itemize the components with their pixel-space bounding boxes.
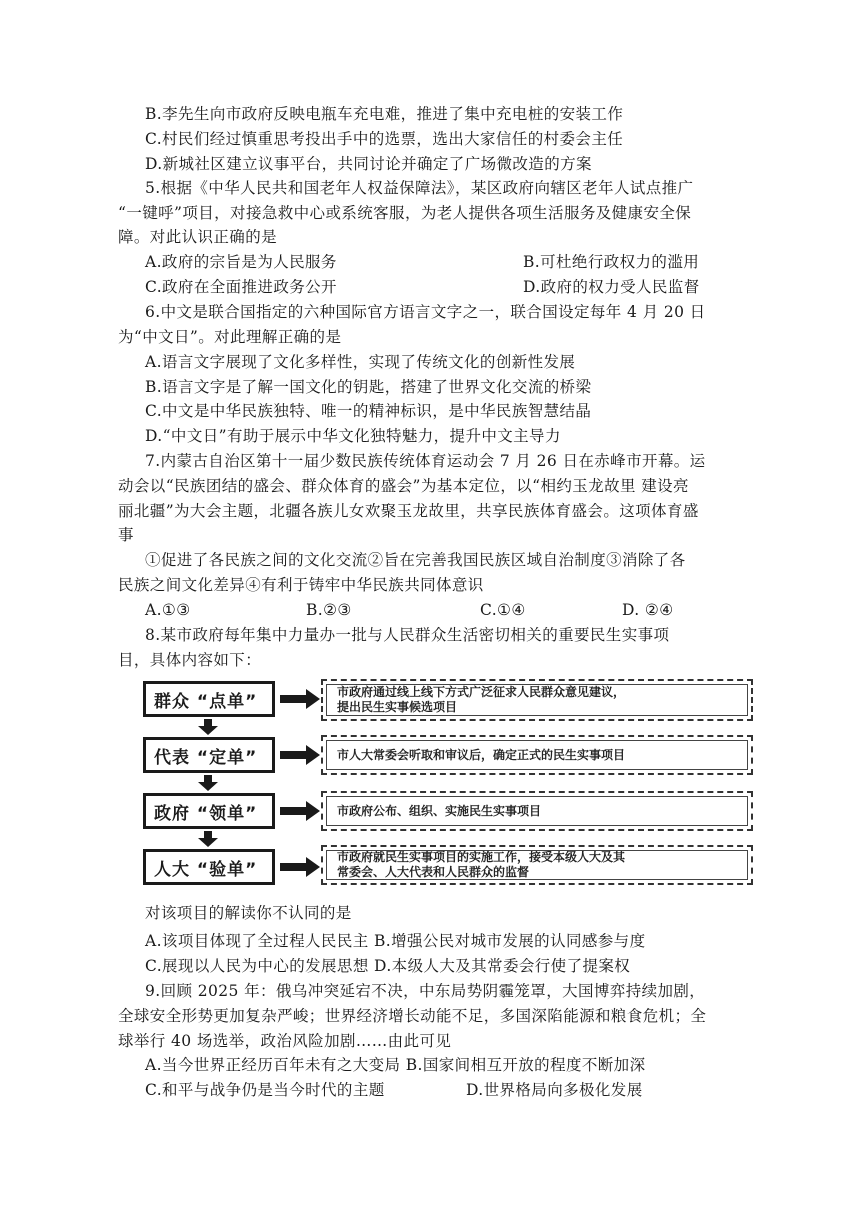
q5-option-d: D.政府的权力受人民监督 [523,278,700,296]
q6-stem-line1: 6.中文是联合国指定的六种国际官方语言文字之一，联合国设定每年 4 月 20 日 [145,303,706,321]
q9-options-ab: A.当今世界正经历百年未有之大变局 B.国家间相互开放的程度不断加深 [145,1056,646,1074]
right-arrow-icon [280,857,320,877]
q4-option-d: D.新城社区建立议事平台，共同讨论并确定了广场微改造的方案 [145,155,592,173]
q7-option-b: B.②③ [306,601,352,619]
q7-option-a: A.①③ [145,601,191,619]
q6-option-d: D.“中文日”有助于展示中华文化独特魅力，提升中文主导力 [145,427,561,445]
q5-option-a: A.政府的宗旨是为人民服务 [145,253,337,271]
diagram-step-4-label: 人大 “验单” [143,849,275,885]
down-arrow-icon [198,775,218,791]
q7-stem-line2: 动会以“民族团结的盛会、群众体育的盛会”为基本定位，以“相约玉龙故里 建设亮 [118,477,689,495]
diagram-step-1-desc-line1: 市政府通过线上线下方式广泛征求人民群众意见建议， [337,685,626,699]
q7-statements-line1: ①促进了各民族之间的文化交流②旨在完善我国民族区域自治制度③消除了各 [145,551,686,569]
q4-option-b: B.李先生向市政府反映电瓶车充电难，推进了集中充电桩的安装工作 [145,105,624,123]
q7-option-d: D. ②④ [622,601,674,619]
q5-option-b: B.可杜绝行政权力的滥用 [523,253,700,271]
q6-stem-line2: 为“中文日”。对此理解正确的是 [118,328,342,346]
q5-stem-line1: 5.根据《中华人民共和国老年人权益保障法》，某区政府向辖区老年人试点推广 [145,179,694,197]
q9-option-c: C.和平与战争仍是当今时代的主题 [145,1081,385,1099]
q8-stem-line1: 8.某市政府每年集中力量办一批与人民群众生活密切相关的重要民生实事项 [145,626,670,644]
q9-option-d: D.世界格局向多极化发展 [466,1081,643,1099]
q5-option-c: C.政府在全面推进政务公开 [145,278,337,296]
q7-option-c: C.①④ [480,601,526,619]
q4-option-c: C.村民们经过慎重思考投出手中的选票，选出大家信任的村委会主任 [145,130,624,148]
q8-question-stem: 对该项目的解读你不认同的是 [145,904,352,922]
q7-stem-line1: 7.内蒙古自治区第十一届少数民族传统体育运动会 7 月 26 日在赤峰市开幕。运 [145,452,706,470]
diagram-step-3-label: 政府 “领单” [143,793,275,829]
q9-stem-line3: 球举行 40 场选举，政治风险加剧……由此可见 [118,1032,452,1050]
q6-option-c: C.中文是中华民族独特、唯一的精神标识，是中华民族智慧结晶 [145,402,592,420]
q5-stem-line2: “一键呼”项目，对接急救中心或系统客服，为老人提供各项生活服务及健康安全保 [118,204,692,222]
diagram-step-3-desc-line1: 市政府公布、组织、实施民生实事项目 [337,803,542,818]
q7-stem-line4: 事 [118,526,134,544]
diagram-step-2-desc-line1: 市人大常委会听取和审议后，确定正式的民生实事项目 [337,747,626,762]
down-arrow-icon [198,719,218,735]
q8-stem-line2: 目，具体内容如下： [118,651,262,669]
diagram-step-2-label: 代表 “定单” [143,737,275,773]
q9-stem-line2: 全球安全形势更加复杂严峻；世界经济增长动能不足，多国深陷能源和粮食危机；全 [118,1007,707,1025]
down-arrow-icon [198,831,218,847]
diagram-step-3-desc [321,791,753,831]
q5-stem-line3: 障。对此认识正确的是 [118,228,278,246]
q8-flow-diagram [143,675,763,885]
q7-stem-line3: 丽北疆”为大会主题，北疆各族儿女欢聚玉龙故里，共享民族体育盛会。这项体育盛 [118,502,699,520]
diagram-step-4-desc [321,845,753,885]
diagram-step-1-desc [321,679,753,721]
q6-option-b: B.语言文字是了解一国文化的钥匙，搭建了世界文化交流的桥梁 [145,378,592,396]
diagram-step-2-desc [321,735,753,775]
right-arrow-icon [280,745,320,765]
right-arrow-icon [280,689,320,709]
right-arrow-icon [280,801,320,821]
diagram-step-4-desc-line1: 市政府就民生实事项目的实施工作，接受本级人大及其 [337,850,626,864]
q7-statements-line2: 民族之间文化差异④有利于铸牢中华民族共同体意识 [118,576,484,594]
diagram-step-4-desc-line2: 常委会、人大代表和人民群众的监督 [337,865,530,879]
q6-option-a: A.语言文字展现了文化多样性，实现了传统文化的创新性发展 [145,353,576,371]
diagram-step-1-label: 群众 “点单” [143,681,275,717]
q9-stem-line1: 9.回顾 2025 年：俄乌冲突延宕不决，中东局势阴霾笼罩，大国博弈持续加剧， [145,982,706,1000]
q8-options-ab: A.该项目体现了全过程人民民主 B.增强公民对城市发展的认同感参与度 [145,932,646,950]
diagram-step-1-desc-line2: 提出民生实事候选项目 [337,700,458,714]
q8-options-cd: C.展现以人民为中心的发展思想 D.本级人大及其常委会行使了提案权 [145,957,631,975]
